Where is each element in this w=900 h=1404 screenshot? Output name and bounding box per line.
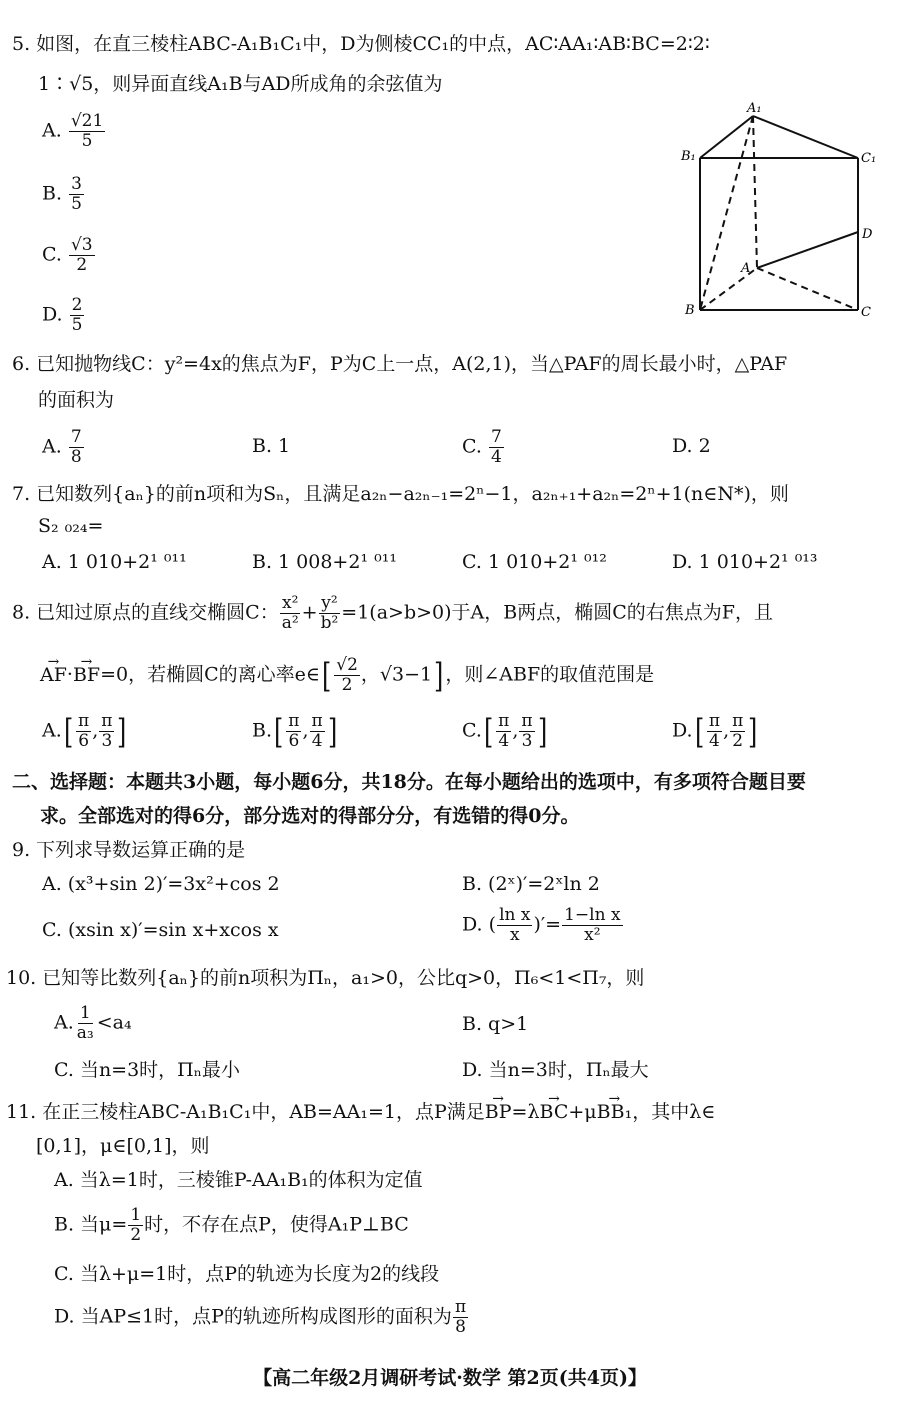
- fraction: [286, 712, 301, 751]
- edge-aa1: [753, 116, 757, 268]
- edge-a1b1: [700, 116, 753, 158]
- fraction: [562, 906, 622, 945]
- denominator: 8: [455, 1317, 466, 1337]
- prism-figure: [675, 100, 885, 325]
- numerator: π: [311, 711, 323, 731]
- q10-option-a: [54, 1004, 132, 1043]
- denominator: 3: [521, 731, 533, 751]
- edge-ac: [757, 268, 858, 310]
- option-label: C.: [42, 243, 62, 266]
- fraction: [497, 906, 532, 945]
- denominator: 6: [78, 731, 90, 751]
- option-b-pre: B. 当μ=: [54, 1213, 128, 1236]
- denominator: 4: [490, 447, 502, 467]
- option-label: D.: [672, 719, 693, 742]
- numerator: 3: [71, 174, 82, 194]
- denominator: 4: [498, 731, 510, 751]
- denominator: 4: [709, 731, 720, 751]
- q6-option-c: [462, 428, 505, 467]
- fraction: [69, 175, 84, 214]
- denominator: 6: [288, 731, 300, 751]
- fraction: [730, 712, 745, 751]
- q8-stem-line1: [12, 594, 773, 633]
- numerator: π: [521, 711, 533, 731]
- plus-sign: +: [301, 601, 318, 624]
- q6-stem-line1: 6. 已知抛物线C：y²=4x的焦点为F，P为C上一点，A(2,1)，当△PAF的周长最小时，△PAF: [12, 353, 788, 375]
- q5-option-d: [42, 296, 85, 335]
- q11-stem-line2: [0,1]，μ∈[0,1]，则: [36, 1135, 210, 1157]
- fraction: [707, 712, 722, 751]
- q7-option-b: B. 1 008+2¹ ⁰¹¹: [252, 551, 397, 573]
- q11-option-c: C. 当λ+μ=1时，点P的轨迹为长度为2的线段: [54, 1263, 440, 1285]
- q10-option-c: C. 当n=3时，Πₙ最小: [54, 1059, 240, 1081]
- denominator: 2: [130, 1225, 142, 1245]
- denominator: a₃: [76, 1023, 94, 1043]
- fraction: [70, 296, 85, 335]
- right-bracket: ]: [117, 711, 127, 752]
- fraction: [310, 712, 325, 751]
- option-label: D.: [462, 913, 483, 936]
- fraction: [69, 428, 84, 467]
- option-a-tail: <a₄: [96, 1011, 132, 1034]
- numerator: π: [708, 711, 721, 731]
- option-label: A.: [42, 719, 62, 742]
- q8-option-a: A.[ $\frac{\pi}{6}$ , $\frac{\pi}{3}$ ]: [42, 711, 127, 752]
- left-bracket: [: [483, 711, 494, 752]
- vector-bb1: → BB₁: [597, 1100, 633, 1124]
- right-bracket: ]: [748, 711, 758, 752]
- q8-stem-line2: [40, 656, 654, 695]
- denominator: 2: [341, 675, 353, 695]
- q9-option-b: B. (2ˣ)′=2ˣln 2: [462, 873, 600, 895]
- left-bracket: [: [694, 711, 704, 752]
- numerator: √3: [70, 235, 93, 255]
- q11-stem-pre: 11. 在正三棱柱ABC-A₁B₁C₁中，AB=AA₁=1，点P满足: [6, 1101, 485, 1123]
- q6-option-d: D. 2: [672, 435, 711, 457]
- q10-option-d: D. 当n=3时，Πₙ最大: [462, 1059, 649, 1081]
- q7-stem-line2: S₂ ₀₂₄=: [38, 515, 104, 537]
- q8-line2-post: ，则∠ABF的取值范围是: [445, 663, 655, 686]
- q5-option-c: [42, 236, 96, 275]
- label-a1: A₁: [747, 101, 762, 116]
- right-bracket: ]: [537, 711, 547, 752]
- denominator: 5: [71, 194, 82, 214]
- option-label: A.: [54, 1011, 74, 1034]
- option-label: B.: [252, 719, 273, 742]
- numerator: π: [78, 711, 90, 731]
- vector-bp: → BP: [485, 1100, 512, 1124]
- q11-option-d: [54, 1298, 469, 1337]
- label-c: C: [861, 305, 871, 320]
- option-label: C.: [462, 435, 482, 458]
- numerator: 1−ln x: [564, 905, 621, 925]
- numerator: 1: [79, 1003, 91, 1023]
- q10-stem: 10. 已知等比数列{aₙ}的前n项积为Πₙ，a₁>0，公比q>0，Π₆<1<Π₇，则: [6, 967, 645, 989]
- edge-a1c1: [753, 116, 858, 158]
- left-bracket: [: [321, 655, 332, 696]
- label-a: A: [741, 261, 751, 276]
- numerator: π: [454, 1297, 467, 1317]
- q6-option-b: B. 1: [252, 435, 291, 457]
- denominator: b²: [320, 613, 339, 633]
- numerator: x²: [281, 593, 299, 613]
- q7-option-a: A. 1 010+2¹ ⁰¹¹: [42, 551, 187, 573]
- numerator: π: [732, 711, 744, 731]
- q8-line2-mid: =0，若椭圆C的离心率e∈: [100, 663, 320, 686]
- fraction: [69, 236, 95, 275]
- vector-af: → AF: [40, 663, 67, 687]
- fraction: [128, 1206, 143, 1245]
- vector-bf: → BF: [73, 663, 100, 687]
- denominator: 5: [81, 131, 93, 151]
- numerator: √21: [70, 111, 104, 131]
- label-b1: B₁: [681, 149, 696, 164]
- denominator: 2: [76, 255, 88, 275]
- q11-stem-post: ，其中λ∈: [632, 1101, 716, 1123]
- vector-bc: → BC: [540, 1100, 569, 1124]
- denominator: 2: [732, 731, 744, 751]
- numerator: √2: [336, 655, 358, 675]
- q8-option-b: B.[ $\frac{\pi}{6}$ , $\frac{\pi}{4}$ ]: [252, 711, 337, 752]
- denominator: 3: [101, 731, 113, 751]
- fraction: [519, 712, 534, 751]
- q11-option-a: A. 当λ=1时，三棱锥P-AA₁B₁的体积为定值: [54, 1169, 423, 1191]
- label-d: D: [862, 227, 873, 242]
- q9-option-c: C. (xsin x)′=sin x+xcos x: [42, 919, 279, 941]
- q10-option-b: B. q>1: [462, 1013, 529, 1035]
- q11-plus-mu: +μ: [568, 1101, 597, 1123]
- option-label: A.: [42, 119, 62, 142]
- segment-ad: [757, 232, 858, 268]
- fraction-e-lower: [334, 656, 360, 695]
- q6-stem-line2: 的面积为: [38, 389, 115, 411]
- denominator: x²: [584, 925, 601, 945]
- numerator: 2: [71, 295, 83, 315]
- q6-option-a: [42, 428, 85, 467]
- right-bracket: ]: [327, 711, 337, 752]
- fraction: [496, 712, 511, 751]
- numerator: 1: [130, 1205, 142, 1225]
- denominator: a²: [281, 613, 299, 633]
- option-label: B.: [42, 182, 63, 205]
- numerator: 7: [70, 427, 82, 447]
- option-d-pre: D. 当AP≤1时，点P的轨迹所构成图形的面积为: [54, 1305, 452, 1328]
- q7-option-c: C. 1 010+2¹ ⁰¹²: [462, 551, 607, 573]
- q5-option-a: [42, 112, 106, 151]
- numerator: 7: [490, 427, 502, 447]
- fraction: [69, 112, 105, 151]
- q8-stem-pre: 8. 已知过原点的直线交椭圆C：: [12, 601, 279, 624]
- fraction: [489, 428, 504, 467]
- q7-option-d: D. 1 010+2¹ ⁰¹³: [672, 551, 818, 573]
- numerator: π: [288, 711, 300, 731]
- q11-stem-line1: [6, 1100, 715, 1124]
- dot-product: ·: [66, 663, 73, 686]
- q5-stem-line1: 5. 如图，在直三棱柱ABC-A₁B₁C₁中，D为侧棱CC₁的中点，AC∶AA₁∶AB∶BC=2∶2∶: [12, 33, 710, 55]
- fraction-x: [280, 594, 301, 633]
- numerator: π: [498, 711, 510, 731]
- q7-stem-line1: 7. 已知数列{aₙ}的前n项和为Sₙ，且满足a₂ₙ−a₂ₙ₋₁=2ⁿ−1，a₂ₙ₊₁+a₂ₙ=2ⁿ+1(n∈N*)，则: [12, 483, 789, 505]
- left-bracket: [: [274, 711, 284, 752]
- segment-a1b: [700, 116, 753, 310]
- numerator: y²: [321, 593, 338, 613]
- q8-option-c: C.[ $\frac{\pi}{4}$ , $\frac{\pi}{3}$ ]: [462, 711, 547, 752]
- denominator: 4: [311, 731, 323, 751]
- e-upper: ，√3−1: [360, 663, 433, 686]
- label-b: B: [685, 303, 695, 318]
- numerator: ln x: [499, 905, 531, 925]
- q5-option-b: [42, 175, 85, 214]
- q11-option-b: [54, 1206, 409, 1245]
- denominator: 8: [70, 447, 82, 467]
- q9-option-d: D. ( $\frac{\text{ln x}}{x}$ )′= $\frac{\text{1−ln x}}{\text{x²}}$: [462, 905, 621, 945]
- section2-heading-line2: 求。全部选对的得6分，部分选对的得部分分，有选错的得0分。: [40, 805, 580, 827]
- option-label: A.: [42, 435, 62, 458]
- numerator: π: [101, 711, 113, 731]
- q11-eq-lambda: =λ: [511, 1101, 540, 1123]
- fraction: [76, 712, 91, 751]
- label-c1: C₁: [861, 151, 877, 166]
- option-label: D.: [42, 303, 63, 326]
- q9-option-a: A. (x³+sin 2)′=3x²+cos 2: [42, 873, 280, 895]
- fraction: [75, 1004, 96, 1043]
- q8-option-d: D.[ $\frac{\pi}{4}$ , $\frac{\pi}{2}$ ]: [672, 711, 758, 752]
- section2-heading-line1: 二、选择题：本题共3小题，每小题6分，共18分。在每小题给出的选项中，有多项符合题目要: [12, 771, 806, 793]
- page-footer: 【高二年级2月调研考试·数学 第2页(共4页)】: [253, 1367, 647, 1389]
- q5-stem-line2: 1∶√5，则异面直线A₁B与AD所成角的余弦值为: [38, 73, 443, 95]
- right-bracket: ]: [434, 655, 444, 696]
- denominator: 5: [71, 315, 83, 335]
- denominator: x: [509, 925, 520, 945]
- left-bracket: [: [63, 711, 74, 752]
- q8-stem-post: =1(a>b>0)于A，B两点，椭圆C的右焦点为F，且: [341, 601, 773, 624]
- option-label: C.: [462, 719, 482, 742]
- fraction-y: [319, 594, 341, 633]
- fraction: [453, 1298, 468, 1337]
- option-b-post: 时，不存在点P，使得A₁P⊥BC: [144, 1213, 409, 1236]
- fraction: [99, 712, 114, 751]
- q9-stem: 9. 下列求导数运算正确的是: [12, 839, 246, 861]
